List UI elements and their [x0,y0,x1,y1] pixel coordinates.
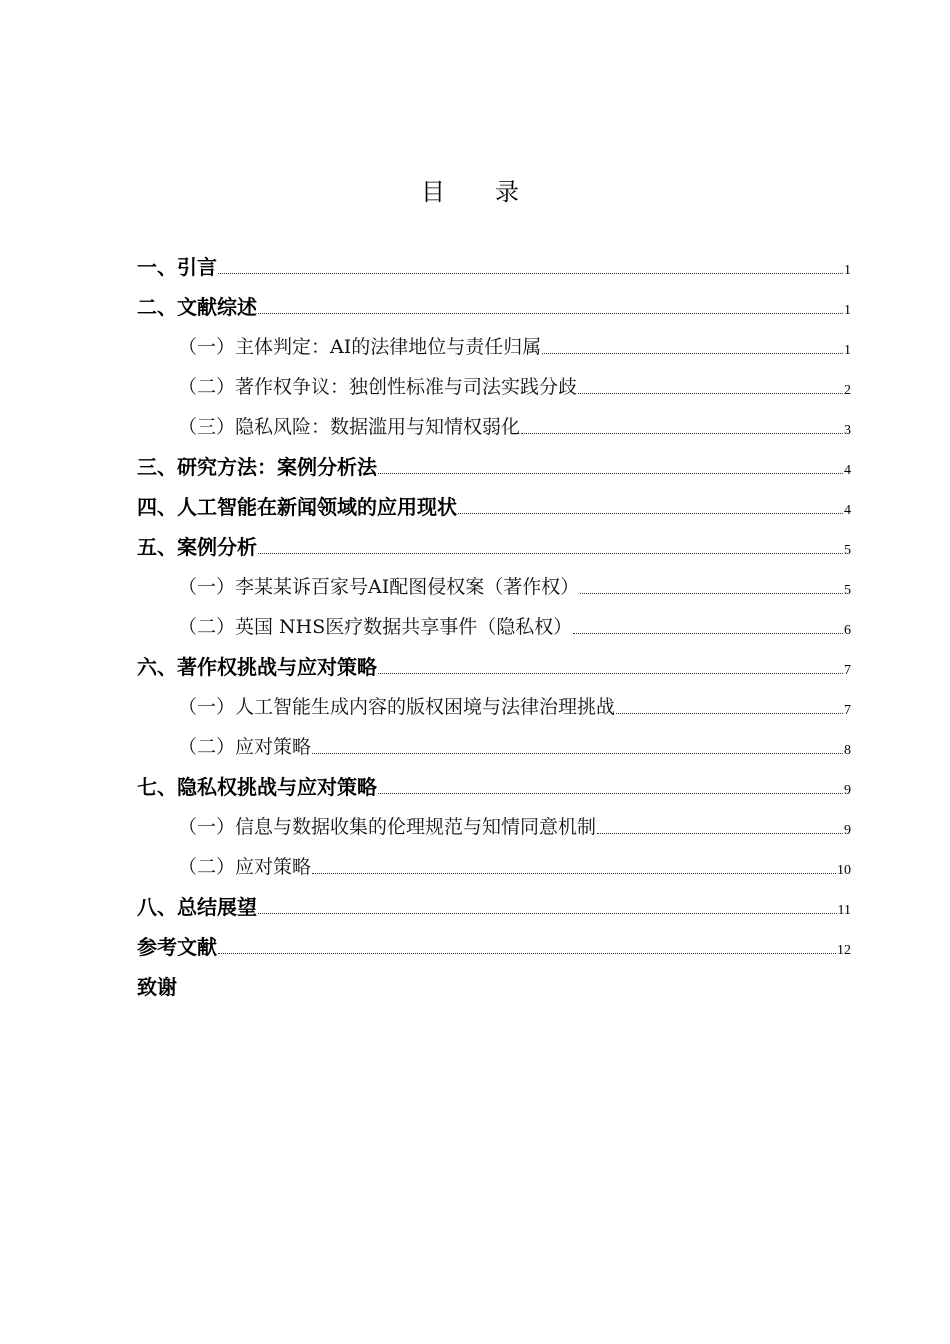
table-of-contents [137,245,851,1005]
toc-entry-section[interactable] [137,845,851,885]
toc-entry-label: （二）著作权争议：独创性标准与司法实践分歧 [178,376,578,398]
toc-entry-section[interactable] [137,365,851,405]
toc-dot-leader [258,313,843,314]
toc-entry-label: （一）李某某诉百家号AI配图侵权案（著作权） [178,576,580,598]
toc-page-number: 1 [844,343,851,358]
toc-entry-section[interactable] [137,725,851,765]
toc-dot-leader [218,953,836,954]
toc-page-number: 4 [844,503,851,518]
toc-page-number: 4 [844,463,851,478]
toc-dot-leader [578,393,843,394]
toc-page-number: 8 [844,743,851,758]
toc-page-number: 2 [844,383,851,398]
toc-entry-label: （一）人工智能生成内容的版权困境与法律治理挑战 [178,696,616,718]
toc-dot-leader [258,913,837,914]
toc-dot-leader [542,353,843,354]
toc-dot-leader [597,833,843,834]
toc-entry-chapter[interactable] [137,525,851,565]
toc-page-number: 10 [837,863,851,878]
toc-page-number: 9 [844,823,851,838]
toc-entry-label: 致谢 [137,975,177,999]
toc-dot-leader [378,673,843,674]
toc-page-number: 11 [837,903,851,918]
toc-page-number: 7 [844,663,851,678]
toc-entry-section[interactable] [137,685,851,725]
toc-dot-leader [573,633,843,634]
toc-entry-section[interactable] [137,405,851,445]
toc-page-number: 3 [844,423,851,438]
toc-entry-label: （二）英国 NHS医疗数据共享事件（隐私权） [178,616,573,638]
toc-page-number: 6 [844,623,851,638]
toc-page-number: 5 [844,543,851,558]
toc-dot-leader [378,473,843,474]
toc-entry-section[interactable] [137,605,851,645]
toc-entry-chapter[interactable] [137,485,851,525]
toc-page-number: 9 [844,783,851,798]
toc-dot-leader [258,553,843,554]
toc-entry-label: （二）应对策略 [178,736,312,758]
toc-entry-label: （一）主体判定：AI的法律地位与责任归属 [178,336,542,358]
toc-entry-chapter[interactable] [137,885,851,925]
toc-dot-leader [378,793,843,794]
toc-entry-label: （二）应对策略 [178,856,312,878]
toc-entry-section[interactable] [137,805,851,845]
toc-page-number: 1 [844,263,851,278]
toc-dot-leader [616,713,843,714]
toc-entry-label: 一、引言 [137,255,217,279]
toc-entry-label: （三）隐私风险：数据滥用与知情权弱化 [178,416,521,438]
toc-page-number: 12 [837,943,851,958]
toc-entry-section[interactable] [137,325,851,365]
toc-entry-label: 参考文献 [137,935,217,959]
toc-dot-leader [218,273,843,274]
toc-page-number: 5 [844,583,851,598]
toc-dot-leader [312,873,836,874]
toc-dot-leader [458,513,843,514]
toc-entry-chapter[interactable] [137,245,851,285]
toc-entry-label: 五、案例分析 [137,535,257,559]
toc-entry-chapter[interactable] [137,965,851,1005]
toc-entry-label: 七、隐私权挑战与应对策略 [137,775,377,799]
toc-title: 目录 [421,178,569,206]
toc-dot-leader [580,593,843,594]
toc-entry-label: 六、著作权挑战与应对策略 [137,655,377,679]
toc-entry-label: 二、文献综述 [137,295,257,319]
toc-page-number: 7 [844,703,851,718]
toc-entry-chapter[interactable] [137,925,851,965]
toc-entry-chapter[interactable] [137,645,851,685]
toc-entry-label: 八、总结展望 [137,895,257,919]
toc-entry-chapter[interactable] [137,445,851,485]
toc-dot-leader [312,753,843,754]
toc-entry-label: （一）信息与数据收集的伦理规范与知情同意机制 [178,816,597,838]
toc-dot-leader [521,433,843,434]
toc-entry-chapter[interactable] [137,285,851,325]
toc-entry-section[interactable] [137,565,851,605]
toc-entry-chapter[interactable] [137,765,851,805]
toc-page-number: 1 [844,303,851,318]
toc-entry-label: 三、研究方法：案例分析法 [137,455,377,479]
toc-entry-label: 四、人工智能在新闻领域的应用现状 [137,495,457,519]
